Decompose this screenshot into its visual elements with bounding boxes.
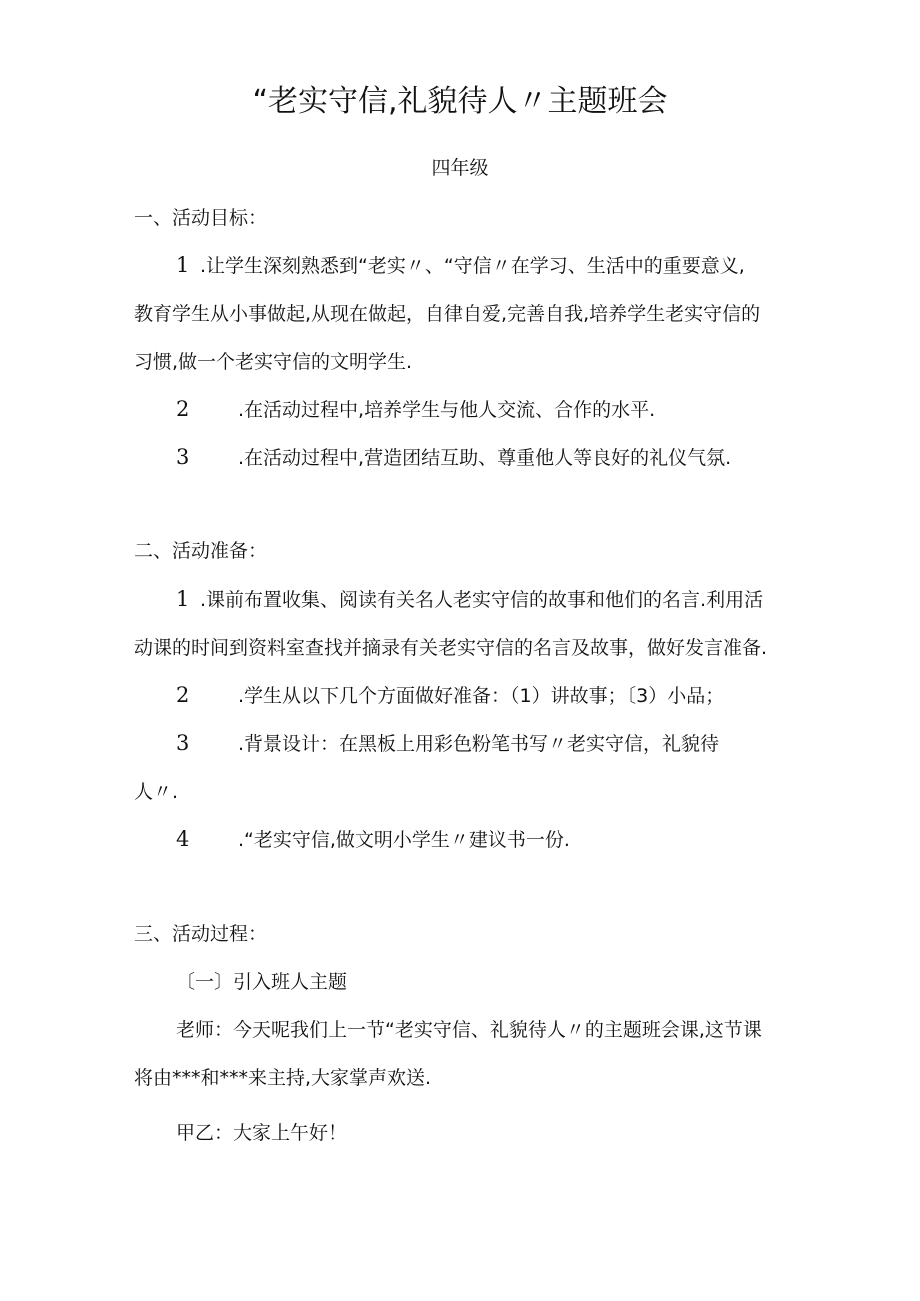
prep-2-number: 2 xyxy=(176,683,190,707)
prep-2-text: .学生从以下几个方面做好准备：（1）讲故事；〔3）小品； xyxy=(238,685,725,707)
prep-3-line-2: 人〃. xyxy=(134,781,179,803)
section-heading-goals: 一、活动目标： xyxy=(134,207,268,229)
prep-1-line-2: 动课的时间到资料室查找并摘录有关老实守信的名言及故事，做好发言准备. xyxy=(134,637,768,659)
goal-1-number: 1 xyxy=(176,253,190,277)
prep-3-number: 3 xyxy=(176,731,190,755)
document-title: “老实守信,礼貌待人〃主题班会 xyxy=(252,84,668,119)
prep-1-line-1: .课前布置收集、阅读有关名人老实守信的故事和他们的名言.利用活 xyxy=(200,589,764,611)
prep-4-number: 4 xyxy=(176,827,190,851)
greeting-line: 甲乙：大家上午好！ xyxy=(176,1122,348,1144)
prep-4-text: .“老实守信,做文明小学生〃建议书一份. xyxy=(238,829,570,851)
goal-2-number: 2 xyxy=(176,397,190,421)
section-heading-prep: 二、活动准备： xyxy=(134,540,268,562)
prep-3-line-1: .背景设计：在黑板上用彩色粉笔书写〃老实守信，礼貌待 xyxy=(238,733,720,755)
prep-1-number: 1 xyxy=(176,587,190,611)
section-heading-process: 三、活动过程： xyxy=(134,923,268,945)
process-subheading-1: 〔一〕引入班人主题 xyxy=(176,971,348,993)
goal-1-line-3: 习惯,做一个老实守信的文明学生. xyxy=(134,351,413,373)
teacher-line-1: 老师：今天呢我们上一节“老实守信、礼貌待人〃的主题班会课,这节课 xyxy=(176,1019,762,1041)
teacher-line-2: 将由***和***来主持,大家掌声欢送. xyxy=(134,1067,432,1089)
grade-label: 四年级 xyxy=(431,157,489,179)
goal-1-line-2: 教育学生从小事做起,从现在做起，自律自爱,完善自我,培养学生老实守信的 xyxy=(134,303,761,325)
goal-3-number: 3 xyxy=(176,445,190,469)
goal-2-text: .在活动过程中,培养学生与他人交流、合作的水平. xyxy=(238,399,656,421)
goal-3-text: .在活动过程中,营造团结互助、尊重他人等良好的礼仪气氛. xyxy=(238,447,732,469)
goal-1-line-1: .让学生深刻熟悉到“老实〃、“守信〃在学习、生活中的重要意义, xyxy=(200,255,745,277)
